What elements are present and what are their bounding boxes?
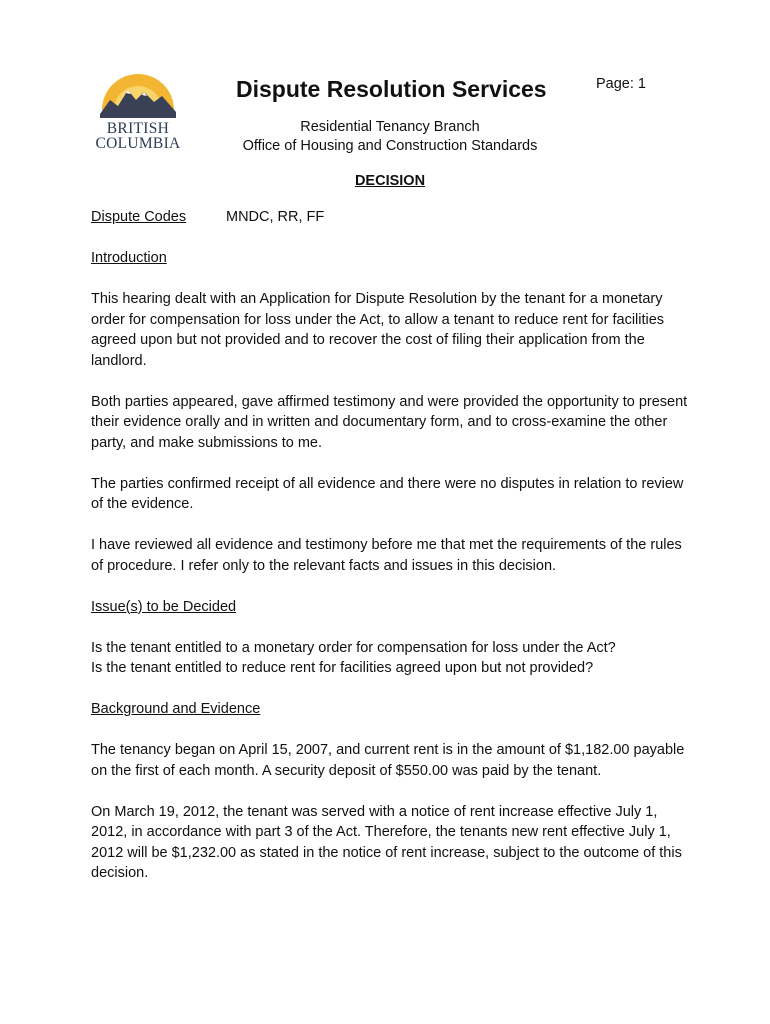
office-name: Office of Housing and Construction Standards [242, 138, 538, 154]
bc-logo [90, 70, 186, 160]
dispute-codes-value: MNDC, RR, FF [226, 209, 325, 225]
decision-heading: DECISION [354, 173, 426, 189]
introduction-paragraph-2: Both parties appeared, gave affirmed testimony and were provided the opportunity to present their evidence orally and in written and documentary form, and to cross-examine the other party, and make submissions to me. [91, 393, 688, 451]
issue-1: Is the tenant entitled to a monetary order for compensation for loss under the Act? [91, 639, 616, 656]
background-paragraph-1: The tenancy began on April 15, 2007, and current rent is in the amount of $1,182.00 payable on the first of each month. A security deposit of $550.00 was paid by the tenant. [91, 742, 685, 779]
dispute-codes-label: Dispute Codes [91, 209, 187, 225]
introduction-paragraph-4: I have reviewed all evidence and testimony before me that met the requirements of the rules of procedure. I refer only to the relevant facts and issues in this decision. [91, 537, 682, 574]
logo-text-british: BRITISH [106, 120, 170, 137]
introduction-heading: Introduction [91, 250, 167, 266]
issues-list [91, 638, 691, 679]
background-paragraph-2: On March 19, 2012, the tenant was served with a notice of rent increase effective July 1, 2012, in accordance with part 3 of the Act. Therefore, the tenants new rent effective July 1, 2012 will be $1,232.00 as stated in the notice of rent increase, subject to the outcome of this decision. [91, 803, 682, 881]
logo-text-columbia: COLUMBIA [95, 135, 181, 152]
introduction-paragraph-1: This hearing dealt with an Application for Dispute Resolution by the tenant for a monetary order for compensation for loss under the Act, to allow a tenant to reduce rent for facilities agreed upon but not provided and to recover the cost of filing their application from the landlord. [91, 291, 665, 369]
introduction-paragraph-3: The parties confirmed receipt of all evidence and there were no disputes in relation to review of the evidence. [91, 475, 684, 512]
branch-name: Residential Tenancy Branch [300, 119, 480, 135]
page-number: Page: 1 [596, 76, 646, 92]
decision-body [91, 248, 691, 904]
bc-logo-sun-mountain-icon [100, 70, 176, 118]
document-title: Dispute Resolution Services [236, 76, 547, 102]
issues-heading: Issue(s) to be Decided [91, 598, 237, 615]
background-heading: Background and Evidence [91, 701, 261, 717]
issue-2: Is the tenant entitled to reduce rent for facilities agreed upon but not provided? [91, 660, 594, 676]
